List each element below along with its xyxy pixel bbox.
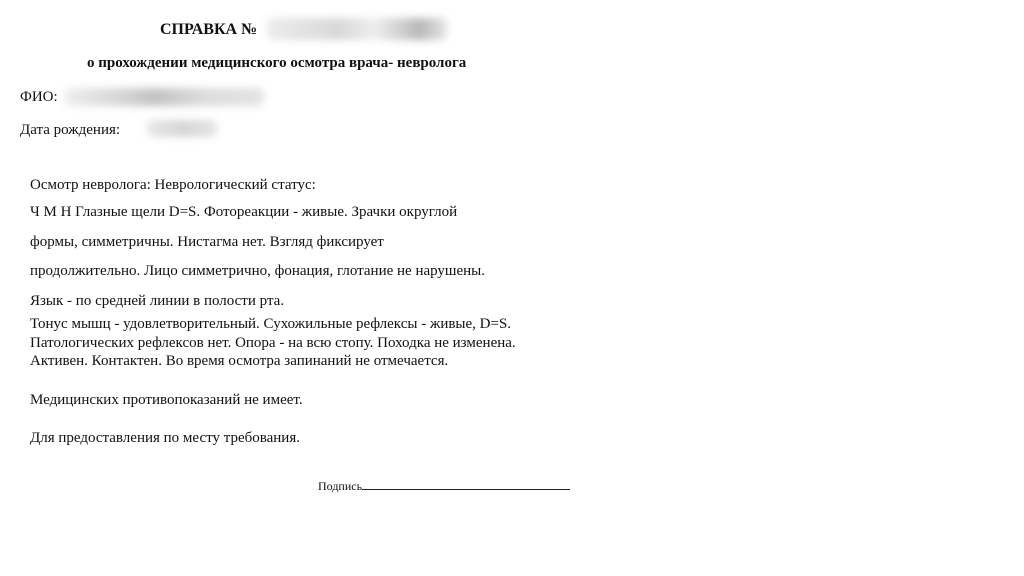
fio-label: ФИО:	[20, 89, 58, 105]
conclusion-line: Медицинских противопоказаний не имеет.	[30, 392, 303, 408]
purpose-line: Для предоставления по месту требования.	[30, 430, 300, 446]
redacted-dob-value	[147, 120, 217, 137]
body-line: Ч М Н Глазные щели D=S. Фотореакции - живые. Зрачки округлой	[30, 204, 458, 220]
body-line: Осмотр невролога: Неврологический статус:	[30, 177, 316, 193]
document-subtitle: о прохождении медицинского осмотра врача- невролога	[87, 55, 467, 71]
body-line: Тонус мышц - удовлетворительный. Сухожильные рефлексы - живые, D=S.	[30, 316, 512, 332]
body-line: Патологических рефлексов нет. Опора - на всю стопу. Походка не изменена.	[30, 335, 516, 351]
body-line: продолжительно. Лицо симметрично, фонация, глотание не нарушены.	[30, 263, 485, 279]
body-line: формы, симметричны. Нистагма нет. Взгляд фиксирует	[30, 234, 384, 250]
redacted-certificate-number	[267, 18, 447, 40]
signature-label: Подпись	[318, 479, 363, 493]
body-line: Язык - по средней линии в полости рта.	[30, 293, 285, 309]
redacted-fio-value	[64, 88, 264, 106]
signature-block	[318, 478, 570, 494]
body-line: Активен. Контактен. Во время осмотра запинаний не отмечается.	[30, 353, 449, 369]
signature-line	[362, 479, 570, 490]
document-title: СПРАВКА №	[160, 21, 258, 38]
dob-label: Дата рождения:	[20, 122, 121, 138]
